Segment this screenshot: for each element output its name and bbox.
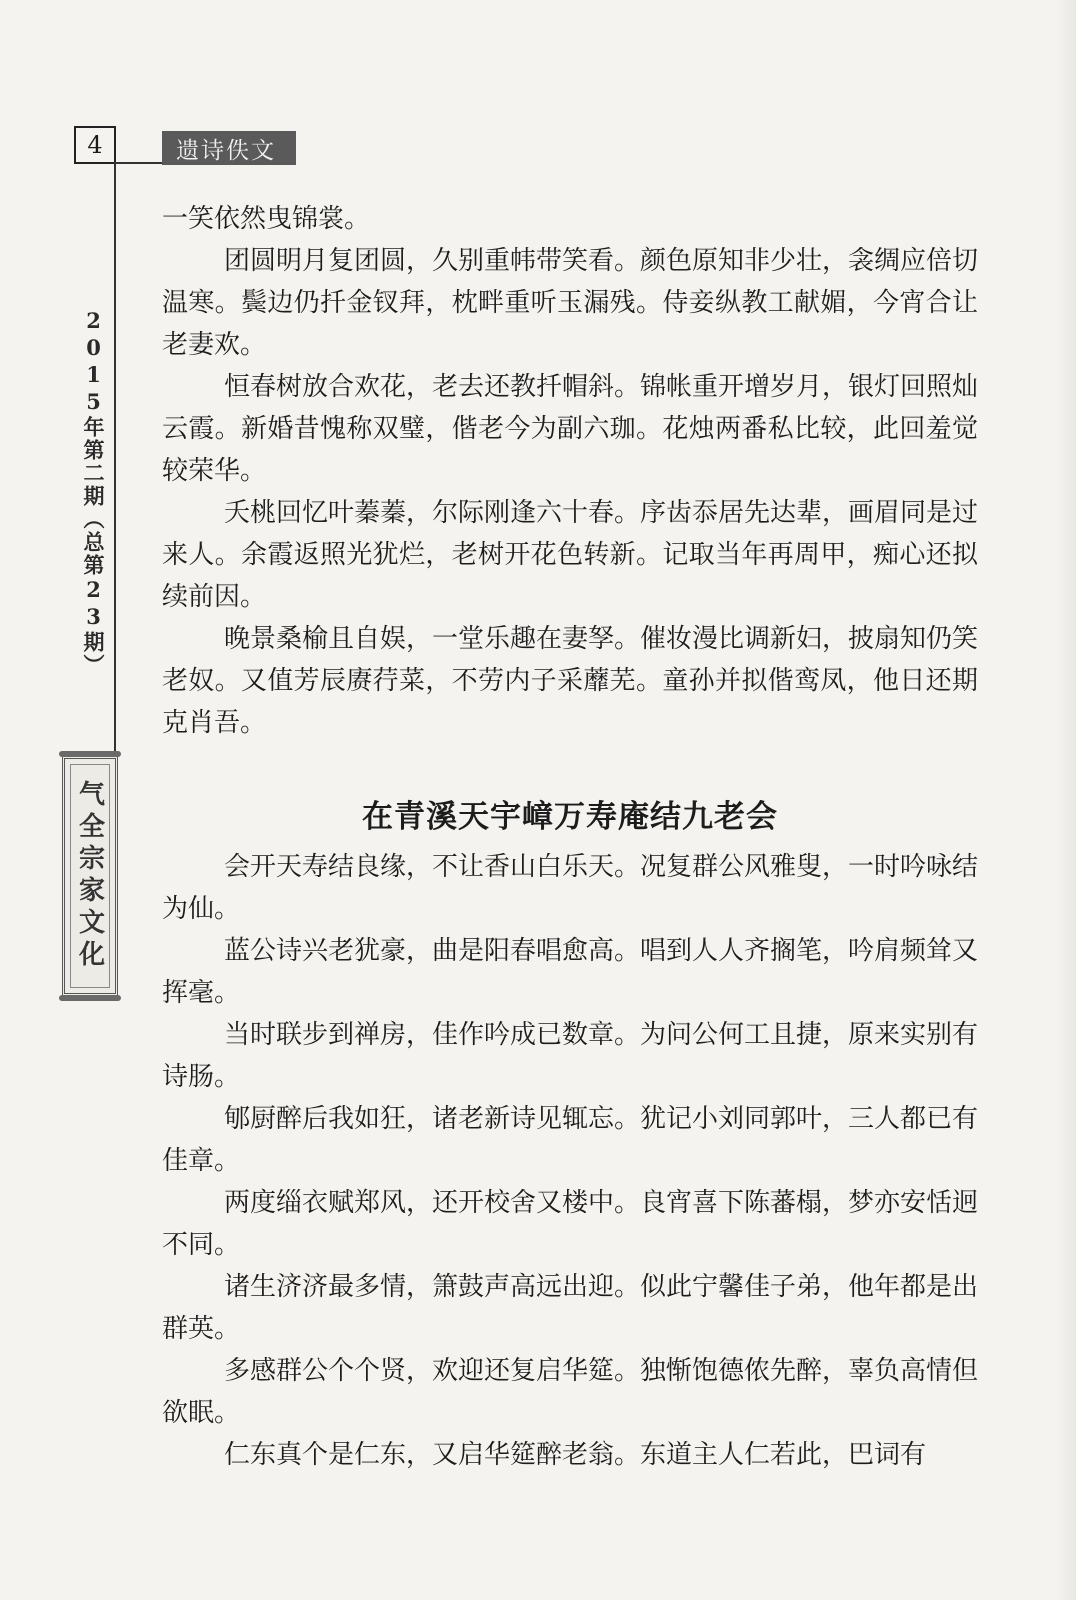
section-title-tag — [162, 131, 296, 165]
poem-stanza: 多感群公个个贤，欢迎还复启华筵。独惭饱德侬先醉，辜负高情但欲眠。 — [162, 1356, 979, 1428]
poem-title: 在青溪天宇嶂万寿庵结九老会 — [362, 799, 778, 835]
emblem-frame — [70, 764, 110, 988]
issue-label: 2015年第二期（总第23期） — [81, 308, 106, 677]
page-number-text: 4 — [87, 131, 103, 159]
poem-stanza: 仁东真个是仁东，又启华筵醉老翁。东道主人仁若此，巴词有 — [224, 1440, 927, 1470]
poem-stanza: 两度缁衣赋郑风，还开校舍又楼中。良宵喜下陈蕃榻，梦亦安恬迥不同。 — [162, 1188, 979, 1260]
poem-stanza: 郇厨醉后我如狂，诸老新诗见辄忘。犹记小刘同郭叶，三人都已有佳章。 — [162, 1104, 979, 1176]
poem-stanza: 诸生济济最多情，箫鼓声高远出迎。似此宁馨佳子弟，他年都是出群英。 — [162, 1272, 979, 1344]
article-body — [162, 198, 978, 1476]
poem-stanza: 蓝公诗兴老犹豪，曲是阳春唱愈高。唱到人人齐搁笔，吟肩频耸又挥毫。 — [162, 936, 979, 1008]
poem-stanza: 晚景桑榆且自娱，一堂乐趣在妻孥。催妆漫比调新妇，披扇知仍笑老奴。又值芳辰赓荇菜，不劳内子采蘼芜。童孙并拟偕鸾凤，他日还期克肖吾。 — [162, 624, 979, 738]
scroll-rod-top — [59, 751, 121, 757]
poem-stanza: 恒春树放合欢花，老去还教扦帽斜。锦帐重开增岁月，银灯回照灿云霞。新婚昔愧称双璧，偕老今为副六珈。花烛两番私比较，此回羞觉较荣华。 — [162, 372, 979, 486]
poem-stanza: 会开天寿结良缘，不让香山白乐天。况复群公风雅叟，一时吟咏结为仙。 — [162, 852, 979, 924]
margin-rule — [114, 164, 116, 768]
emblem-calligraphy: 气全宗家文化 — [74, 780, 105, 972]
poem-stanza: 团圆明月复团圆，久别重帏带笑看。颜色原知非少壮，衾绸应倍切温寒。鬓边仍扦金钗拜，枕畔重听玉漏残。侍妾纵教工献媚，今宵合让老妻欢。 — [162, 246, 979, 360]
header-rule — [114, 162, 162, 164]
poem-stanza: 当时联步到禅房，佳作吟成已数章。为问公何工且捷，原来实别有诗肠。 — [162, 1020, 979, 1092]
section-title-text: 遗诗佚文 — [176, 137, 276, 164]
poem-stanza: 夭桃回忆叶蓁蓁，尔际刚逢六十春。序齿忝居先达辈，画眉同是过来人。余霞返照光犹烂，老树开花色转新。记取当年再周甲，痴心还拟续前因。 — [162, 498, 979, 612]
page-number — [74, 126, 116, 164]
scroll-rod-bottom — [59, 995, 121, 1001]
page-edge-shadow — [1056, 0, 1076, 1600]
continued-line: 一笑依然曳锦裳。 — [162, 204, 371, 234]
journal-emblem — [62, 756, 118, 996]
